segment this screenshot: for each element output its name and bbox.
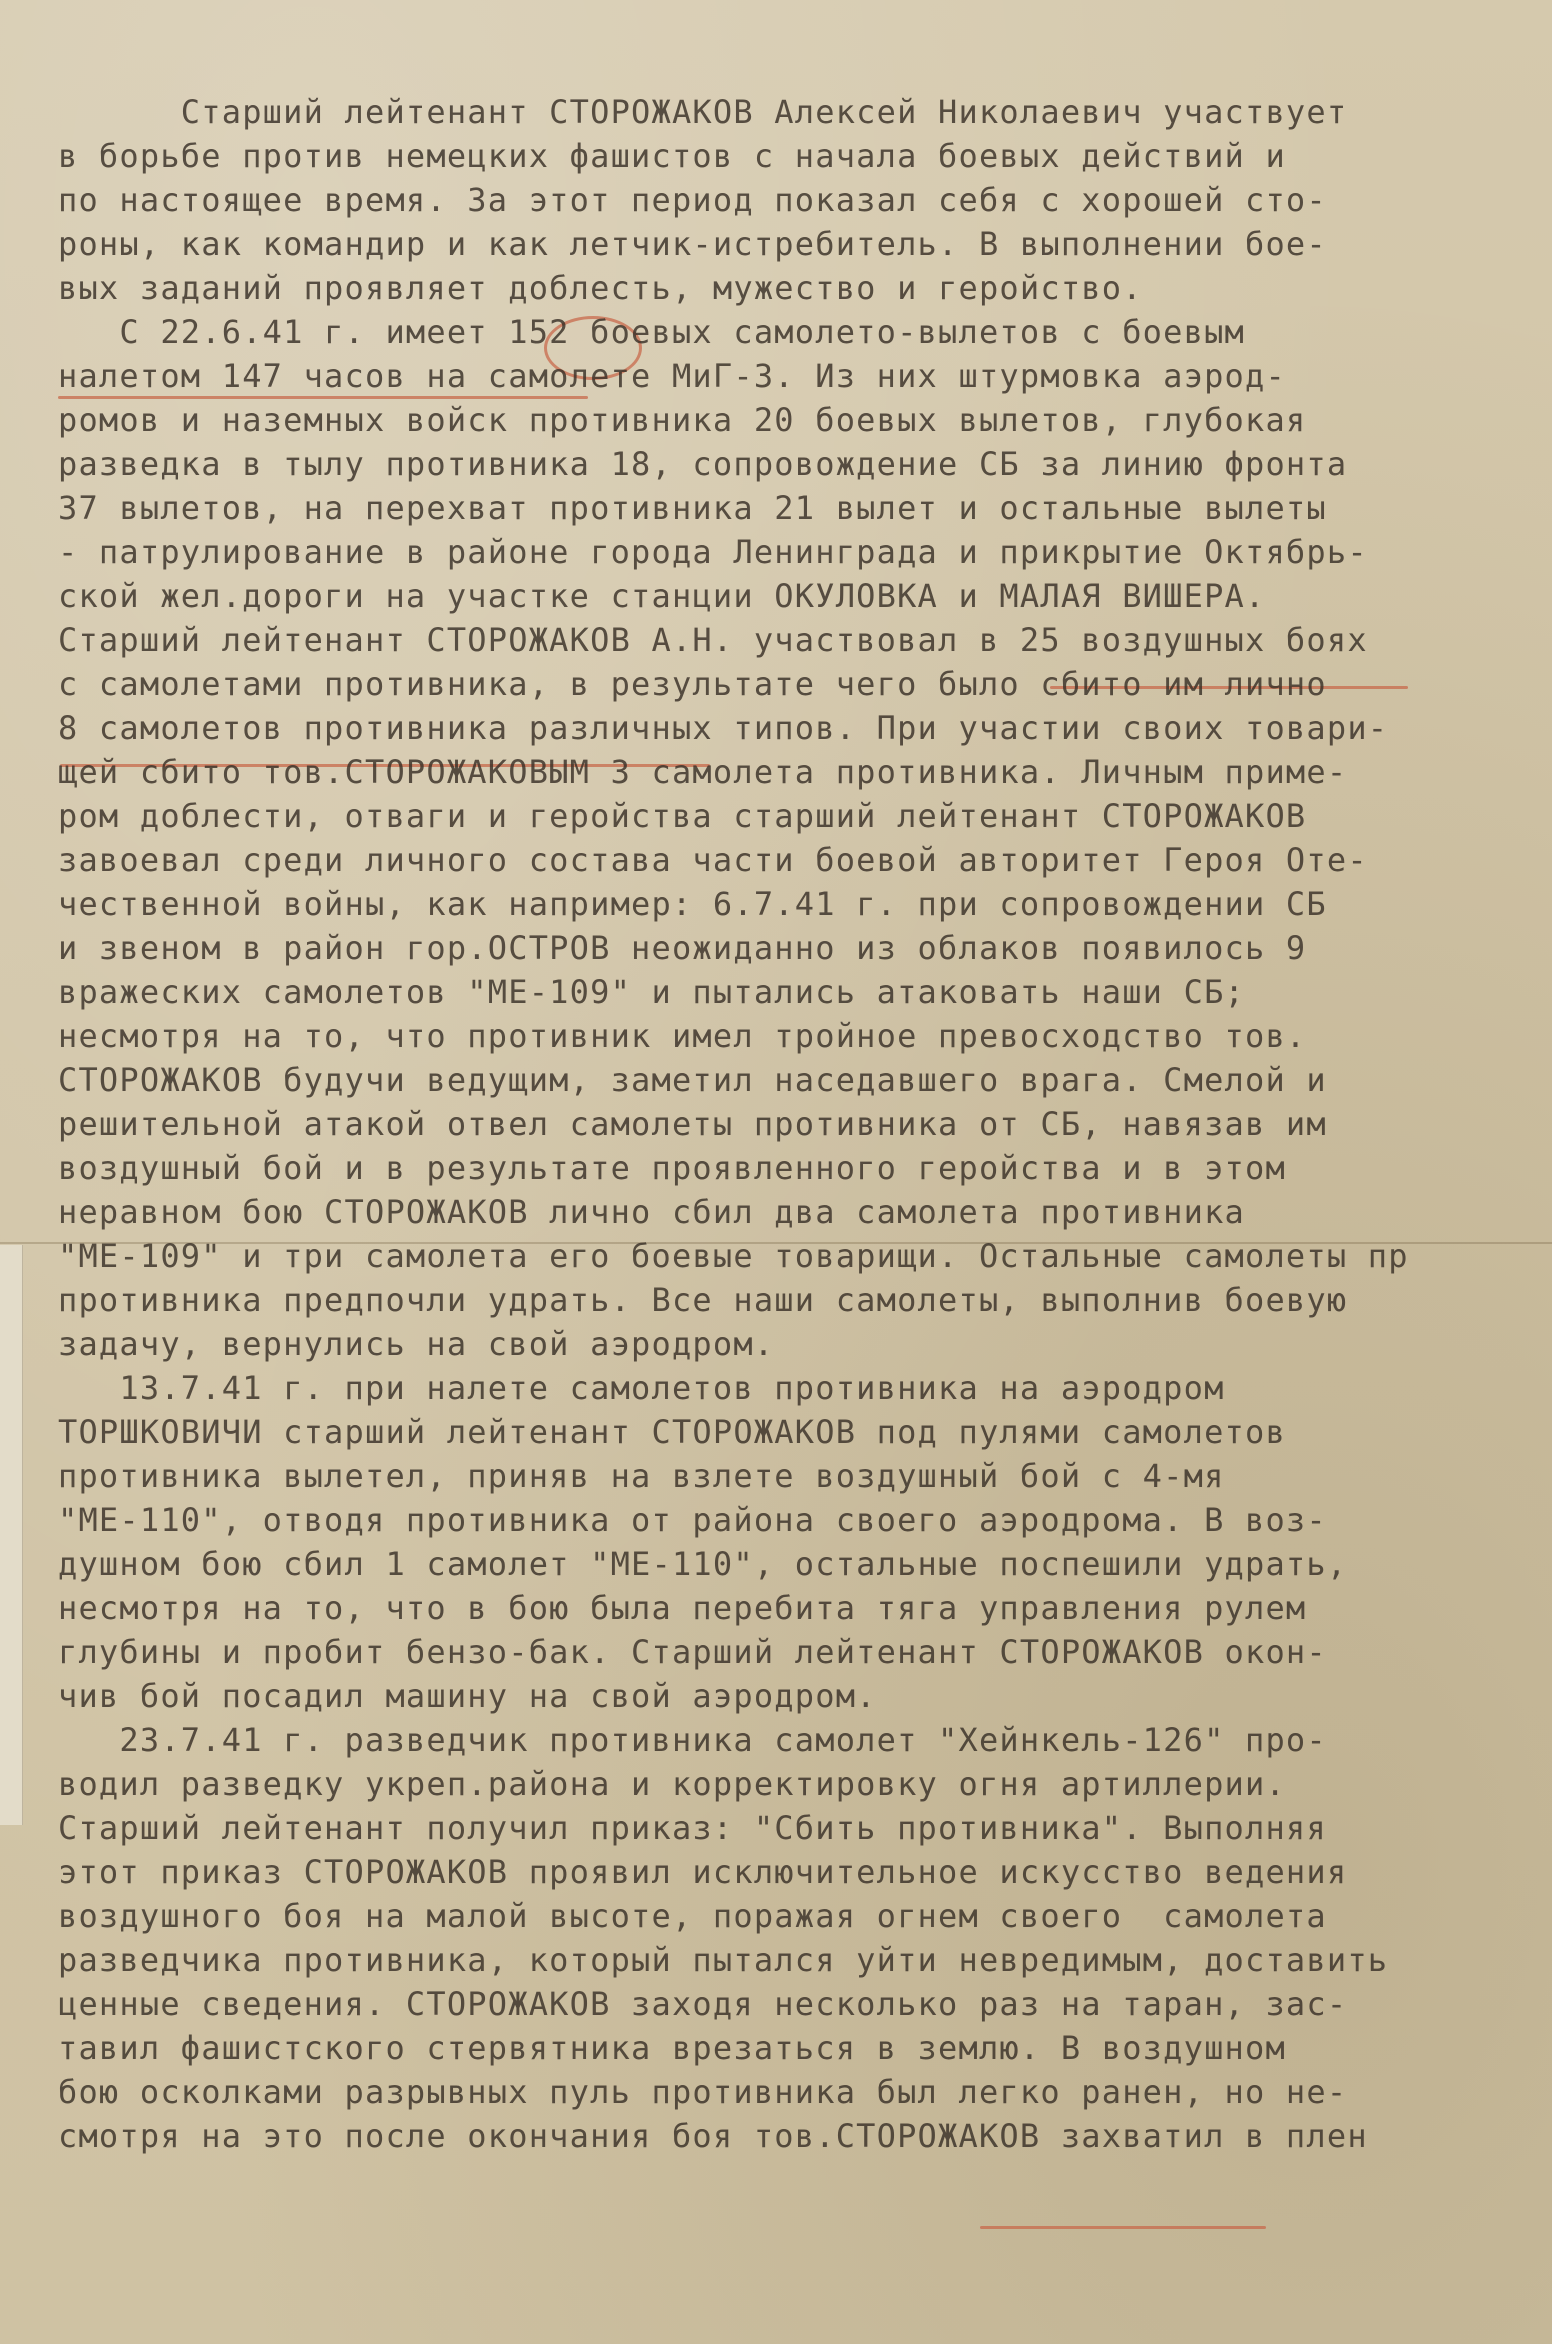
text-line: в борьбе против немецких фашистов с начала боевых действий и [58,137,1286,175]
text-line: ской жел.дороги на участке станции ОКУЛОВКА и МАЛАЯ ВИШЕРА. [58,577,1266,615]
text-line: ромов и наземных войск противника 20 боевых вылетов, глубокая [58,401,1307,439]
text-line: противника вылетел, приняв на взлете воздушный бой с 4-мя [58,1457,1225,1495]
paper-patch [0,1245,23,1825]
text-line: 23.7.41 г. разведчик противника самолет "Хейнкель-126" про- [58,1721,1327,1759]
text-line: чив бой посадил машину на свой аэродром. [58,1677,877,1715]
text-line: смотря на это после окончания боя тов.СТОРОЖАКОВ захватил в плен [58,2117,1368,2155]
text-line: роны, как командир и как летчик-истребитель. В выполнении бое- [58,225,1327,263]
text-line: "МЕ-109" и три самолета его боевые товарищи. Остальные самолеты пр [58,1237,1409,1275]
text-line: вражеских самолетов "МЕ-109" и пытались атаковать наши СБ; [58,973,1246,1011]
text-line: воздушный бой и в результате проявленного геройства и в этом [58,1149,1286,1187]
text-line: несмотря на то, что в бою была перебита тяга управления рулем [58,1589,1307,1627]
text-line: по настоящее время. За этот период показал себя с хорошей сто- [58,181,1327,219]
text-line: глубины и пробит бензо-бак. Старший лейтенант СТОРОЖАКОВ окон- [58,1633,1327,1671]
text-line: "МЕ-110", отводя противника от района своего аэродрома. В воз- [58,1501,1327,1539]
text-line: ТОРШКОВИЧИ старший лейтенант СТОРОЖАКОВ под пулями самолетов [58,1413,1286,1451]
text-line: 37 вылетов, на перехват противника 21 вылет и остальные вылеты [58,489,1327,527]
text-line: 13.7.41 г. при налете самолетов противника на аэродром [58,1369,1225,1407]
red-underline-mark [980,2226,1266,2229]
text-line: с самолетами противника, в результате чего было сбито им лично [58,665,1327,703]
text-line: налетом 147 часов на самолете МиГ-3. Из них штурмовка аэрод- [58,357,1286,395]
text-line: Старший лейтенант получил приказ: "Сбить противника". Выполняя [58,1809,1327,1847]
text-line: воздушного боя на малой высоте, поражая огнем своего самолета [58,1897,1327,1935]
text-line: неравном бою СТОРОЖАКОВ лично сбил два самолета противника [58,1193,1246,1231]
text-line: противника предпочли удрать. Все наши самолеты, выполнив боевую [58,1281,1348,1319]
text-line: щей сбито тов.СТОРОЖАКОВЫМ 3 самолета противника. Личным приме- [58,753,1348,791]
text-line: разведчика противника, который пытался уйти невредимым, доставить [58,1941,1389,1979]
text-line: и звеном в район гор.ОСТРОВ неожиданно из облаков появилось 9 [58,929,1307,967]
text-line: чественной войны, как например: 6.7.41 г. при сопровождении СБ [58,885,1327,923]
text-line: водил разведку укреп.района и корректировку огня артиллерии. [58,1765,1286,1803]
text-line: вых заданий проявляет доблесть, мужество и геройство. [58,269,1143,307]
text-line: С 22.6.41 г. имеет 152 боевых самолето-вылетов с боевым [58,313,1246,351]
text-line: бою осколками разрывных пуль противника был легко ранен, но не- [58,2073,1348,2111]
text-line: СТОРОЖАКОВ будучи ведущим, заметил наседавшего врага. Смелой и [58,1061,1327,1099]
text-line: разведка в тылу противника 18, сопровождение СБ за линию фронта [58,445,1348,483]
text-line: ценные сведения. СТОРОЖАКОВ заходя несколько раз на таран, зас- [58,1985,1348,2023]
text-line: 8 самолетов противника различных типов. При участии своих товари- [58,709,1389,747]
text-line: решительной атакой отвел самолеты противника от СБ, навязав им [58,1105,1327,1143]
text-line: несмотря на то, что противник имел тройное превосходство тов. [58,1017,1307,1055]
text-line: этот приказ СТОРОЖАКОВ проявил исключительное искусство ведения [58,1853,1348,1891]
text-line: душном бою сбил 1 самолет "МЕ-110", остальные поспешили удрать, [58,1545,1348,1583]
text-line: Старший лейтенант СТОРОЖАКОВ А.Н. участвовал в 25 воздушных боях [58,621,1368,659]
red-underline-mark [58,396,588,399]
text-line: - патрулирование в районе города Ленинграда и прикрытие Октябрь- [58,533,1368,571]
text-line: тавил фашистского стервятника врезаться в землю. В воздушном [58,2029,1286,2067]
text-line: Старший лейтенант СТОРОЖАКОВ Алексей Николаевич участвует [58,93,1348,131]
text-line: ром доблести, отваги и геройства старший лейтенант СТОРОЖАКОВ [58,797,1307,835]
text-line: задачу, вернулись на свой аэродром. [58,1325,775,1363]
text-line: завоевал среди личного состава части боевой авторитет Героя Оте- [58,841,1368,879]
